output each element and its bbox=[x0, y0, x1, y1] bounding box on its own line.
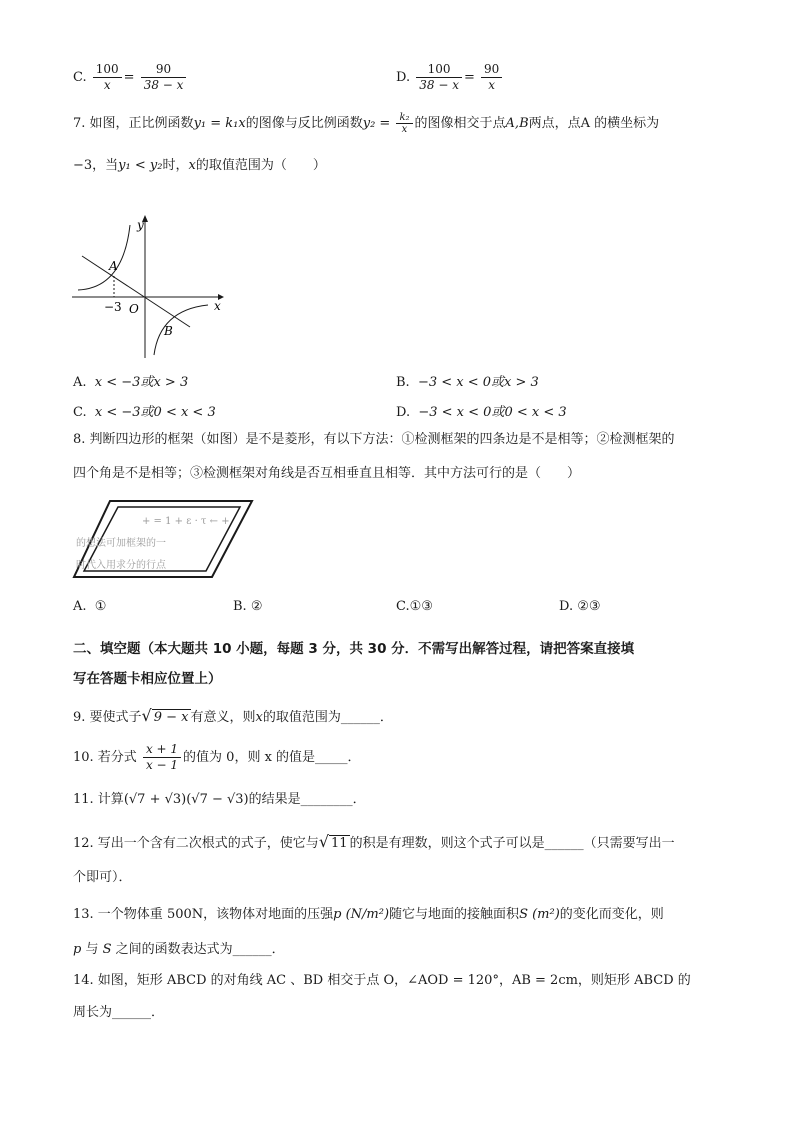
q14-line2: 周长为______． bbox=[73, 1005, 165, 1020]
q7-line2: −3，当y₁ < y₂时，x的取值范围为（ ） bbox=[73, 158, 326, 173]
q12-radicand: 11 bbox=[331, 836, 348, 851]
section2-heading-line2: 写在答题卡相应位置上） bbox=[73, 671, 222, 687]
q6-option-c: C. $\frac{100}{x}$ = $\frac{90}{38 - x}$ bbox=[73, 62, 188, 93]
q8-line2: 四个角是不是相等；③检测框架对角线是否互相垂直且相等．其中方法可行的是（ ） bbox=[73, 466, 581, 481]
q7-option-a: A. x < −3或x > 3 bbox=[73, 375, 189, 390]
q10: 10. 若分式 $\frac{x + 1}{x - 1}$ 的值为 0，则 x 的值是_____． bbox=[73, 742, 361, 772]
hyperbola-branch-lower bbox=[154, 305, 208, 355]
q6c-lhs-fraction: $\frac{100}{x}$ bbox=[93, 62, 122, 93]
q7-function-graph bbox=[68, 210, 228, 360]
proportional-line bbox=[82, 256, 190, 327]
q11-expression: (√7 + √3)(√7 − √3) bbox=[123, 792, 249, 807]
q6-option-d: D. $\frac{100}{38 - x}$ = $\frac{90}{x}$ bbox=[396, 62, 504, 93]
figure-bg-text-1: + = 1 + ε · τ ← + bbox=[142, 516, 230, 527]
q6c-rhs-fraction: $\frac{90}{38 - x}$ bbox=[141, 62, 187, 93]
q7-option-c: C. x < −3或0 < x < 3 bbox=[73, 405, 216, 420]
hyperbola-branch-upper bbox=[78, 225, 130, 290]
q10-fraction: $\frac{x + 1}{x - 1}$ bbox=[143, 742, 181, 773]
label-b: B bbox=[164, 324, 173, 338]
label-y: y bbox=[137, 218, 144, 232]
q8-option-b: B. ② bbox=[233, 599, 263, 614]
q12-line2: 个即可）． bbox=[73, 870, 132, 885]
q13-line2: p 与 S 之间的函数表达式为______． bbox=[73, 942, 285, 957]
q12-line1: 12. 写出一个含有二次根式的式子，使它与√ 11 的积是有理数，则这个式子可以是______（只需要写出一 bbox=[73, 832, 675, 851]
q14-line1: 14. 如图，矩形 ABCD 的对角线 AC 、BD 相交于点 O，∠AOD = 120°，AB = 2cm，则矩形 ABCD 的 bbox=[73, 973, 691, 988]
q8-line1: 8. 判断四边形的框架（如图）是不是菱形，有以下方法：①检测框架的四条边是不是相等；②检测框架的 bbox=[73, 432, 675, 447]
q8-option-d: D. ②③ bbox=[559, 599, 601, 614]
q7-inverse-fraction: $\frac{\text{k₂}}{x}$ bbox=[396, 112, 412, 135]
q9: 9. 要使式子√ 9 − x 有意义，则x的取值范围为______． bbox=[73, 706, 393, 725]
q6d-rhs-fraction: $\frac{90}{x}$ bbox=[481, 62, 502, 93]
q8-option-c: C.①③ bbox=[396, 599, 433, 614]
label-a: A bbox=[109, 259, 118, 273]
q8-frame-figure bbox=[70, 497, 255, 583]
q13-line1: 13. 一个物体重 500N，该物体对地面的压强p (N/m²)随它与地面的接触面积S (m²)的变化而变化，则 bbox=[73, 907, 664, 922]
figure-bg-text-3: 时代入用求分的行点 bbox=[76, 560, 166, 571]
label-x: x bbox=[214, 299, 221, 313]
figure-bg-text-2: 的想法可加框架的一 bbox=[76, 538, 166, 549]
q7-option-b: B. −3 < x < 0或x > 3 bbox=[396, 375, 539, 390]
q11: 11. 计算(√7 + √3)(√7 − √3)的结果是________． bbox=[73, 792, 366, 807]
q7-option-d: D. −3 < x < 0或0 < x < 3 bbox=[396, 405, 567, 420]
label-minus-3: −3 bbox=[104, 300, 122, 314]
label-o: O bbox=[129, 302, 139, 316]
q9-radicand: 9 − x bbox=[153, 710, 189, 725]
section2-heading-line1: 二、填空题（本大题共 10 小题，每题 3 分，共 30 分．不需写出解答过程，请把答案直接填 bbox=[73, 641, 635, 657]
q8-option-a: A. ① bbox=[73, 599, 107, 614]
q7-line1: 7. 如图，正比例函数y₁ = k₁x的图像与反比例函数y₂ = $\frac{\text{k₂}}{x}$ 的图像相交于点A,B两点，点A 的横坐标为 bbox=[73, 112, 660, 135]
q6d-lhs-fraction: $\frac{100}{38 - x}$ bbox=[416, 62, 462, 93]
